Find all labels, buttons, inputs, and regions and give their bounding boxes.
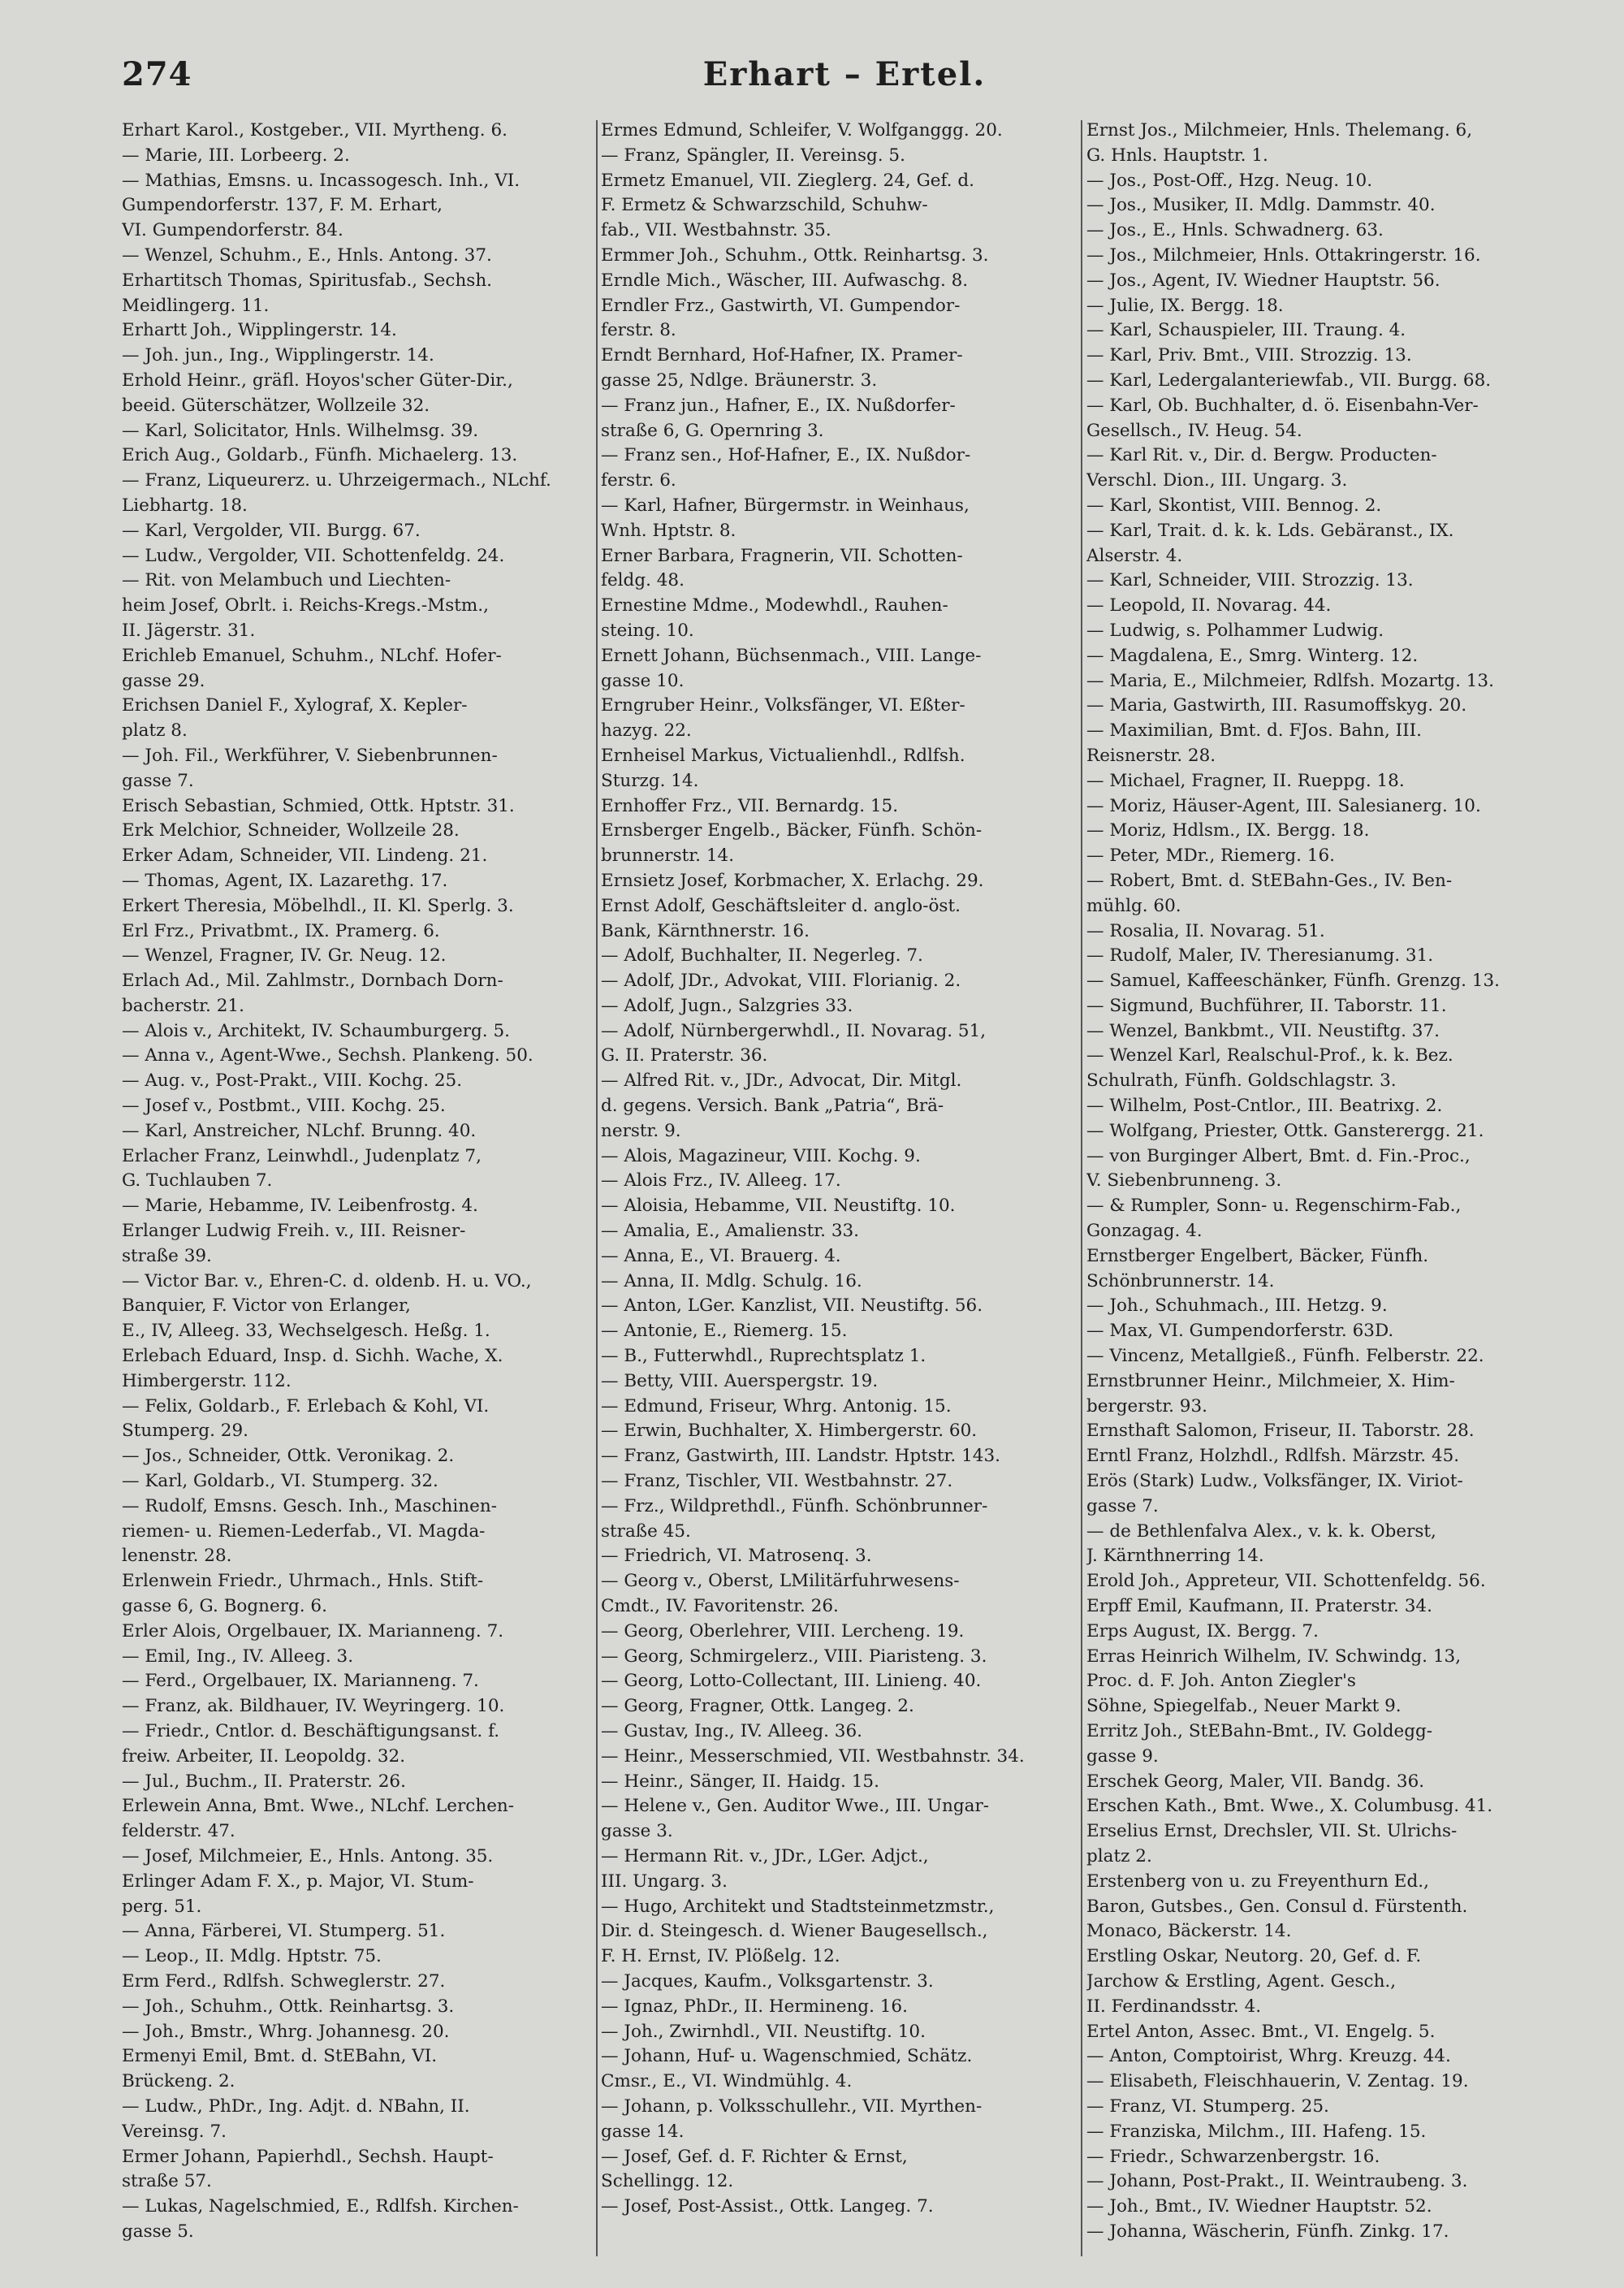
directory-entry-line: Meidlingerg. 11. <box>122 295 270 316</box>
directory-entry-line: gasse 7. <box>122 770 194 791</box>
directory-entry-line: Erritz Joh., StEBahn-Bmt., IV. Goldegg- <box>1086 1721 1433 1741</box>
directory-entry-line: — Friedr., Cntlor. d. Beschäftigungsanst. f. <box>122 1721 500 1741</box>
directory-entry-line: Erschek Georg, Maler, VII. Bandg. 36. <box>1086 1771 1425 1792</box>
page-header <box>122 55 1567 104</box>
directory-entry-line: — Mathias, Emsns. u. Incassogesch. Inh., VI. <box>122 170 520 191</box>
directory-entry-line: — Sigmund, Buchführer, II. Taborstr. 11. <box>1086 995 1447 1016</box>
directory-entry-line: Ermenyi Emil, Bmt. d. StEBahn, VI. <box>122 2046 438 2067</box>
directory-entry-line: Brückeng. 2. <box>122 2071 235 2092</box>
directory-entry-line: platz 2. <box>1086 1845 1152 1866</box>
directory-entry-line: Erl Frz., Privatbmt., IX. Pramerg. 6. <box>122 920 440 941</box>
directory-entry-line: Ernheisel Markus, Victualienhdl., Rdlfsh. <box>601 745 965 766</box>
directory-entry-line: — Karl, Schneider, VIII. Strozzig. 13. <box>1086 570 1414 591</box>
directory-entry-line: steing. 10. <box>601 620 694 641</box>
directory-entry-line: — Ferd., Orgelbauer, IX. Marianneng. 7. <box>122 1671 479 1692</box>
directory-entry-line: fab., VII. Westbahnstr. 35. <box>601 220 831 241</box>
directory-entry-line: Erkert Theresia, Möbelhdl., II. Kl. Sperlg. 3. <box>122 895 514 916</box>
directory-entry-line: Proc. d. F. Joh. Anton Ziegler's <box>1086 1671 1356 1692</box>
directory-entry-line: — Alois v., Architekt, IV. Schaumburgerg. 5. <box>122 1020 510 1041</box>
directory-entry-line: — Alois, Magazineur, VIII. Kochg. 9. <box>601 1145 921 1166</box>
directory-entry-line: — Georg v., Oberst, LMilitärfuhrwesens- <box>601 1571 960 1592</box>
directory-entry-line: — Karl, Anstreicher, NLchf. Brunng. 40. <box>122 1120 477 1141</box>
directory-entry-line: — Vincenz, Metallgieß., Fünfh. Felberstr. 22. <box>1086 1346 1484 1367</box>
directory-entry-line: Erndle Mich., Wäscher, III. Aufwaschg. 8. <box>601 270 969 291</box>
directory-entry-line: hazyg. 22. <box>601 720 692 742</box>
directory-entry-line: Cmdt., IV. Favoritenstr. 26. <box>601 1596 839 1617</box>
directory-entry-line: — Jos., Milchmeier, Hnls. Ottakringerstr. 16. <box>1086 244 1481 266</box>
directory-entry-line: F. H. Ernst, IV. Plößelg. 12. <box>601 1946 840 1967</box>
directory-entry-line: — Felix, Goldarb., F. Erlebach & Kohl, VI. <box>122 1395 490 1416</box>
directory-entry-line: E., IV, Alleeg. 33, Wechselgesch. Heßg. 1. <box>122 1321 490 1342</box>
directory-entry-line: gasse 6, G. Bognerg. 6. <box>122 1596 327 1617</box>
directory-entry-line: — Josef, Milchmeier, E., Hnls. Antong. 35. <box>122 1845 494 1866</box>
directory-entry-line: — Georg, Lotto-Collectant, III. Linieng. 40. <box>601 1671 982 1692</box>
directory-entry-line: — Wenzel, Fragner, IV. Gr. Neug. 12. <box>122 945 447 967</box>
directory-entry-line: — Franz, Liqueurerz. u. Uhrzeigermach., NLchf. <box>122 470 551 491</box>
directory-entry-line: Söhne, Spiegelfab., Neuer Markt 9. <box>1086 1696 1402 1717</box>
directory-entry-line: — Franz, ak. Bildhauer, IV. Weyringerg. 10. <box>122 1696 505 1717</box>
directory-entry-line: — Georg, Oberlehrer, VIII. Lercheng. 19. <box>601 1620 965 1641</box>
directory-entry-line: III. Ungarg. 3. <box>601 1871 728 1892</box>
directory-entry-line: — Wenzel, Schuhm., E., Hnls. Antong. 37. <box>122 244 492 266</box>
column-right <box>1086 119 1557 2263</box>
directory-entry-line: — Rit. von Melambuch und Liechten- <box>122 570 451 591</box>
directory-entry-line: Erntl Franz, Holzhdl., Rdlfsh. Märzstr. 45. <box>1086 1446 1460 1467</box>
directory-entry-line: bacherstr. 21. <box>122 995 244 1016</box>
directory-entry-line: straße 39. <box>122 1245 212 1266</box>
directory-entry-line: — Ludw., PhDr., Ing. Adjt. d. NBahn, II. <box>122 2096 470 2117</box>
directory-entry-line: — Marie, III. Lorbeerg. 2. <box>122 145 350 166</box>
directory-entry-line: Erselius Ernst, Drechsler, VII. St. Ulrichs- <box>1086 1821 1458 1842</box>
directory-entry-line: Erndt Bernhard, Hof-Hafner, IX. Pramer- <box>601 345 963 366</box>
directory-entry-line: — Josef, Gef. d. F. Richter & Ernst, <box>601 2146 908 2167</box>
directory-entry-line: — Karl, Solicitator, Hnls. Wilhelmsg. 39. <box>122 420 479 441</box>
directory-entry-line: lenenstr. 28. <box>122 1546 232 1567</box>
directory-entry-line: Erstling Oskar, Neutorg. 20, Gef. d. F. <box>1086 1946 1422 1967</box>
directory-entry-line: Ermer Johann, Papierhdl., Sechsh. Haupt- <box>122 2146 494 2167</box>
directory-entry-line: Erhartt Joh., Wipplingerstr. 14. <box>122 320 397 341</box>
directory-entry-line: — Wenzel Karl, Realschul-Prof., k. k. Bez. <box>1086 1045 1453 1066</box>
directory-entry-line: — Ludwig, s. Polhammer Ludwig. <box>1086 620 1384 641</box>
directory-entry-line: — Adolf, Nürnbergerwhdl., II. Novarag. 51, <box>601 1020 987 1041</box>
directory-entry-line: Erstenberg von u. zu Freyenthurn Ed., <box>1086 1871 1429 1892</box>
directory-entry-line: Gesellsch., IV. Heug. 54. <box>1086 420 1302 441</box>
directory-entry-line: d. gegens. Versich. Bank „Patria“, Brä- <box>601 1096 944 1117</box>
directory-entry-line: Ermetz Emanuel, VII. Zieglerg. 24, Gef. d. <box>601 170 974 191</box>
directory-entry-line: — Rudolf, Emsns. Gesch. Inh., Maschinen- <box>122 1495 497 1516</box>
column-divider <box>1081 120 1082 2256</box>
directory-entry-line: — Jos., Agent, IV. Wiedner Hauptstr. 56. <box>1086 270 1440 291</box>
directory-entry-line: Ernsberger Engelb., Bäcker, Fünfh. Schön- <box>601 820 983 841</box>
directory-entry-line: — Wilhelm, Post-Cntlor., III. Beatrixg. 2. <box>1086 1096 1443 1117</box>
directory-entry-line: — Maria, Gastwirth, III. Rasumoffskyg. 20. <box>1086 695 1467 716</box>
directory-entry-line: — Jos., Musiker, II. Mdlg. Dammstr. 40. <box>1086 195 1436 216</box>
directory-entry-line: — Franz, Gastwirth, III. Landstr. Hptstr. 143. <box>601 1446 1000 1467</box>
directory-entry-line: — Joh., Bmt., IV. Wiedner Hauptstr. 52. <box>1086 2196 1432 2217</box>
directory-entry-line: Ernstbrunner Heinr., Milchmeier, X. Him- <box>1086 1370 1455 1391</box>
directory-entry-line: Gumpendorferstr. 137, F. M. Erhart, <box>122 195 443 216</box>
directory-entry-line: mühlg. 60. <box>1086 895 1181 916</box>
directory-entry-line: Erner Barbara, Fragnerin, VII. Schotten- <box>601 545 963 566</box>
directory-entry-line: — Karl, Goldarb., VI. Stumperg. 32. <box>122 1471 438 1492</box>
directory-entry-line: — Georg, Fragner, Ottk. Langeg. 2. <box>601 1696 914 1717</box>
directory-entry-line: Erras Heinrich Wilhelm, IV. Schwindg. 13, <box>1086 1646 1462 1667</box>
directory-entry-line: Dir. d. Steingesch. d. Wiener Baugesellsch., <box>601 1921 988 1942</box>
directory-entry-line: Wnh. Hptstr. 8. <box>601 520 736 541</box>
directory-entry-line: Erngruber Heinr., Volksfänger, VI. Eßter- <box>601 695 965 716</box>
directory-entry-line: — Joh. Fil., Werkführer, V. Siebenbrunnen- <box>122 745 498 766</box>
directory-entry-line: — Anna, II. Mdlg. Schulg. 16. <box>601 1270 862 1291</box>
directory-entry-line: — B., Futterwhdl., Ruprechtsplatz 1. <box>601 1346 926 1367</box>
directory-entry-line: Erlenwein Friedr., Uhrmach., Hnls. Stift- <box>122 1571 484 1592</box>
directory-entry-line: — Thomas, Agent, IX. Lazarethg. 17. <box>122 870 448 891</box>
directory-entry-line: — Lukas, Nagelschmied, E., Rdlfsh. Kirchen- <box>122 2196 519 2217</box>
directory-entry-line: — Anna, Färberei, VI. Stumperg. 51. <box>122 1921 446 1942</box>
directory-entry-line: — Friedrich, VI. Matrosenq. 3. <box>601 1546 872 1567</box>
directory-entry-line: Alserstr. 4. <box>1086 545 1183 566</box>
directory-entry-line: — Jos., E., Hnls. Schwadnerg. 63. <box>1086 220 1384 241</box>
directory-entry-line: — Wenzel, Bankbmt., VII. Neustiftg. 37. <box>1086 1020 1440 1041</box>
directory-entry-line: Ernstberger Engelbert, Bäcker, Fünfh. <box>1086 1245 1429 1266</box>
directory-entry-line: Schellingg. 12. <box>601 2171 734 2192</box>
directory-entry-line: — Jul., Buchm., II. Praterstr. 26. <box>122 1771 406 1792</box>
directory-entry-line: — Leop., II. Mdlg. Hptstr. 75. <box>122 1946 382 1967</box>
directory-entry-line: — Leopold, II. Novarag. 44. <box>1086 595 1332 616</box>
directory-entry-line: Ernhoffer Frz., VII. Bernardg. 15. <box>601 795 899 816</box>
directory-entry-line: Himbergerstr. 112. <box>122 1370 292 1391</box>
directory-entry-line: — Aloisia, Hebamme, VII. Neustiftg. 10. <box>601 1196 956 1217</box>
directory-entry-line: — Franz jun., Hafner, E., IX. Nußdorfer- <box>601 395 956 416</box>
directory-entry-line: riemen- u. Riemen-Lederfab., VI. Magda- <box>122 1520 486 1542</box>
directory-entry-line: Erlewein Anna, Bmt. Wwe., NLchf. Lerchen- <box>122 1796 515 1817</box>
directory-entry-line: heim Josef, Obrlt. i. Reichs-Kregs.-Mstm., <box>122 595 489 616</box>
directory-entry-line: — Victor Bar. v., Ehren-C. d. oldenb. H. u. VO., <box>122 1270 532 1291</box>
directory-entry-line: — Anna, E., VI. Brauerg. 4. <box>601 1245 841 1266</box>
directory-entry-line: — Frz., Wildprethdl., Fünfh. Schönbrunner- <box>601 1495 988 1516</box>
directory-entry-line: — Maximilian, Bmt. d. FJos. Bahn, III. <box>1086 720 1422 742</box>
directory-entry-line: straße 6, G. Opernring 3. <box>601 420 824 441</box>
directory-entry-line: — Karl Rit. v., Dir. d. Bergw. Producten- <box>1086 445 1437 466</box>
directory-entry-line: — Peter, MDr., Riemerg. 16. <box>1086 846 1335 867</box>
directory-entry-line: — Hermann Rit. v., JDr., LGer. Adjct., <box>601 1845 929 1866</box>
directory-entry-line: — Jacques, Kaufm., Volksgartenstr. 3. <box>601 1970 934 1992</box>
directory-entry-line: Ertel Anton, Assec. Bmt., VI. Engelg. 5. <box>1086 2021 1436 2042</box>
directory-entry-line: Erlanger Ludwig Freih. v., III. Reisner- <box>122 1221 466 1242</box>
directory-entry-line: nerstr. 9. <box>601 1120 681 1141</box>
directory-entry-line: Erlinger Adam F. X., p. Major, VI. Stum- <box>122 1871 474 1892</box>
directory-entry-line: Erlacher Franz, Leinwhdl., Judenplatz 7, <box>122 1145 482 1166</box>
directory-entry-line: gasse 5. <box>122 2221 194 2242</box>
directory-entry-line: — Karl, Ledergalanteriewfab., VII. Burgg. 68. <box>1086 370 1492 391</box>
directory-entry-line: — Georg, Schmirgelerz., VIII. Piaristeng. 3. <box>601 1646 987 1667</box>
directory-entry-line: — von Burginger Albert, Bmt. d. Fin.-Proc., <box>1086 1145 1471 1166</box>
directory-entry-line: — Karl, Skontist, VIII. Bennog. 2. <box>1086 495 1382 516</box>
directory-entry-line: — Rudolf, Maler, IV. Theresianumg. 31. <box>1086 945 1434 967</box>
directory-entry-line: — Anna v., Agent-Wwe., Sechsh. Plankeng. 50. <box>122 1045 533 1066</box>
directory-entry-line: Banquier, F. Victor von Erlanger, <box>122 1295 411 1317</box>
column-divider <box>596 120 598 2256</box>
directory-entry-line: Erisch Sebastian, Schmied, Ottk. Hptstr. 31. <box>122 795 515 816</box>
directory-entry-line: brunnerstr. 14. <box>601 846 735 867</box>
directory-entry-line: J. Kärnthnerring 14. <box>1086 1546 1264 1567</box>
directory-entry-line: — Karl, Vergolder, VII. Burgg. 67. <box>122 520 421 541</box>
directory-entry-line: — Adolf, JDr., Advokat, VIII. Florianig. 2. <box>601 971 961 992</box>
directory-entry-line: — Julie, IX. Bergg. 18. <box>1086 295 1284 316</box>
directory-entry-line: II. Ferdinandsstr. 4. <box>1086 1996 1262 2017</box>
directory-entry-line: VI. Gumpendorferstr. 84. <box>122 220 343 241</box>
directory-entry-line: gasse 7. <box>1086 1495 1159 1516</box>
directory-entry-line: — Heinr., Sänger, II. Haidg. 15. <box>601 1771 879 1792</box>
directory-entry-line: — Josef v., Postbmt., VIII. Kochg. 25. <box>122 1096 446 1117</box>
directory-entry-line: Cmsr., E., VI. Windmühlg. 4. <box>601 2071 853 2092</box>
directory-entry-line: Verschl. Dion., III. Ungarg. 3. <box>1086 470 1348 491</box>
directory-entry-line: — Ignaz, PhDr., II. Hermineng. 16. <box>601 1996 908 2017</box>
directory-entry-line: Erk Melchior, Schneider, Wollzeile 28. <box>122 820 460 841</box>
directory-entry-line: — Wolfgang, Priester, Ottk. Gansterergg. 21. <box>1086 1120 1484 1141</box>
directory-entry-line: gasse 29. <box>122 670 205 691</box>
directory-entry-line: — Magdalena, E., Smrg. Winterg. 12. <box>1086 645 1419 666</box>
directory-entry-line: — Joh., Zwirnhdl., VII. Neustiftg. 10. <box>601 2021 926 2042</box>
directory-entry-line: — Moriz, Hdlsm., IX. Bergg. 18. <box>1086 820 1370 841</box>
directory-entry-line: — Franz, Spängler, II. Vereinsg. 5. <box>601 145 905 166</box>
directory-entry-line: — Edmund, Friseur, Whrg. Antonig. 15. <box>601 1395 952 1416</box>
directory-entry-line: Erlebach Eduard, Insp. d. Sichh. Wache, X. <box>122 1346 503 1367</box>
directory-entry-line: ferstr. 8. <box>601 320 676 341</box>
directory-entry-line: Sturzg. 14. <box>601 770 699 791</box>
directory-entry-line: G. II. Praterstr. 36. <box>601 1045 768 1066</box>
directory-entry-line: Bank, Kärnthnerstr. 16. <box>601 920 810 941</box>
column-middle <box>601 119 1072 2263</box>
directory-entry-line: Erpff Emil, Kaufmann, II. Praterstr. 34. <box>1086 1596 1432 1617</box>
directory-entry-line: — Gustav, Ing., IV. Alleeg. 36. <box>601 1721 862 1741</box>
directory-entry-line: Reisnerstr. 28. <box>1086 745 1216 766</box>
directory-entry-line: — Antonie, E., Riemerg. 15. <box>601 1321 848 1342</box>
directory-entry-line: — Joh., Schuhm., Ottk. Reinhartsg. 3. <box>122 1996 455 2017</box>
directory-entry-line: Stumperg. 29. <box>122 1421 248 1442</box>
directory-entry-line: V. Siebenbrunneng. 3. <box>1086 1170 1282 1192</box>
directory-entry-line: Erker Adam, Schneider, VII. Lindeng. 21. <box>122 846 488 867</box>
directory-entry-line: — Joh., Schuhmach., III. Hetzg. 9. <box>1086 1295 1388 1317</box>
directory-entry-line: — Heinr., Messerschmied, VII. Westbahnstr. 34. <box>601 1745 1025 1767</box>
directory-entry-line: Erhart Karol., Kostgeber., VII. Myrtheng. 6. <box>122 120 508 141</box>
directory-entry-line: Jarchow & Erstling, Agent. Gesch., <box>1086 1970 1397 1992</box>
directory-entry-line: II. Jägerstr. 31. <box>122 620 256 641</box>
directory-entry-line: — Karl, Hafner, Bürgermstr. in Weinhaus, <box>601 495 970 516</box>
directory-entry-line: — Franz, VI. Stumperg. 25. <box>1086 2096 1329 2117</box>
directory-entry-line: Erm Ferd., Rdlfsh. Schweglerstr. 27. <box>122 1970 446 1992</box>
directory-entry-line: Baron, Gutsbes., Gen. Consul d. Fürstenth. <box>1086 1896 1468 1917</box>
directory-entry-line: gasse 10. <box>601 670 685 691</box>
directory-entry-line: — de Bethlenfalva Alex., v. k. k. Oberst, <box>1086 1520 1436 1542</box>
directory-entry-line: — Adolf, Jugn., Salzgries 33. <box>601 995 853 1016</box>
directory-entry-line: freiw. Arbeiter, II. Leopoldg. 32. <box>122 1745 406 1767</box>
directory-entry-line: — Franz sen., Hof-Hafner, E., IX. Nußdor- <box>601 445 971 466</box>
directory-entry-line: Ernett Johann, Büchsenmach., VIII. Lange- <box>601 645 982 666</box>
directory-entry-line: Erös (Stark) Ludw., Volksfänger, IX. Viriot- <box>1086 1471 1463 1492</box>
directory-entry-line: — Johann, Post-Prakt., II. Weintraubeng. 3. <box>1086 2171 1468 2192</box>
directory-entry-line: Erschen Kath., Bmt. Wwe., X. Columbusg. 41. <box>1086 1796 1493 1817</box>
directory-entry-line: — Samuel, Kaffeeschänker, Fünfh. Grenzg. 13. <box>1086 971 1500 992</box>
directory-entry-line: Erler Alois, Orgelbauer, IX. Marianneng. 7. <box>122 1620 504 1641</box>
directory-entry-line: gasse 3. <box>601 1821 673 1842</box>
directory-entry-line: — Alfred Rit. v., JDr., Advocat, Dir. Mitgl. <box>601 1070 962 1092</box>
directory-entry-line: G. Tuchlauben 7. <box>122 1170 273 1192</box>
directory-entry-line: — Betty, VIII. Auerspergstr. 19. <box>601 1370 879 1391</box>
directory-entry-line: Vereinsg. 7. <box>122 2121 227 2142</box>
directory-entry-line: — Maria, E., Milchmeier, Rdlfsh. Mozartg. 13. <box>1086 670 1494 691</box>
directory-entry-line: — Helene v., Gen. Auditor Wwe., III. Ungar- <box>601 1796 989 1817</box>
directory-entry-line: — Adolf, Buchhalter, II. Negerleg. 7. <box>601 945 923 967</box>
directory-entry-line: beeid. Güterschätzer, Wollzeile 32. <box>122 395 430 416</box>
directory-entry-line: perg. 51. <box>122 1896 202 1917</box>
directory-entry-line: — Michael, Fragner, II. Rueppg. 18. <box>1086 770 1405 791</box>
directory-entry-line: — Franziska, Milchm., III. Hafeng. 15. <box>1086 2121 1427 2142</box>
directory-entry-line: — Anton, LGer. Kanzlist, VII. Neustiftg. 56. <box>601 1295 983 1317</box>
directory-entry-line: — Karl, Ob. Buchhalter, d. ö. Eisenbahn-Ver- <box>1086 395 1479 416</box>
directory-entry-line: Ermmer Joh., Schuhm., Ottk. Reinhartsg. 3. <box>601 244 989 266</box>
directory-entry-line: — Marie, Hebamme, IV. Leibenfrostg. 4. <box>122 1196 478 1217</box>
directory-entry-line: — Rosalia, II. Novarag. 51. <box>1086 920 1325 941</box>
directory-entry-line: — Ludw., Vergolder, VII. Schottenfeldg. 24. <box>122 545 505 566</box>
directory-entry-line: — Robert, Bmt. d. StEBahn-Ges., IV. Ben- <box>1086 870 1453 891</box>
column-left <box>122 119 593 2263</box>
directory-entry-line: Erndler Frz., Gastwirth, VI. Gumpendor- <box>601 295 961 316</box>
directory-entry-line: — Joh., Bmstr., Whrg. Johannesg. 20. <box>122 2021 450 2042</box>
directory-entry-line: Ernestine Mdme., Modewhdl., Rauhen- <box>601 595 948 616</box>
directory-entry-line: Erichleb Emanuel, Schuhm., NLchf. Hofer- <box>122 645 502 666</box>
directory-entry-line: Ernst Adolf, Geschäftsleiter d. anglo-öst. <box>601 895 961 916</box>
directory-entry-line: — Friedr., Schwarzenbergstr. 16. <box>1086 2146 1380 2167</box>
directory-entry-line: Ernsthaft Salomon, Friseur, II. Taborstr. 28. <box>1086 1421 1475 1442</box>
directory-entry-line: gasse 9. <box>1086 1745 1159 1767</box>
page-number: 274 <box>122 55 192 93</box>
directory-entry-line: — Karl, Schauspieler, III. Traung. 4. <box>1086 320 1406 341</box>
directory-entry-line: Erold Joh., Appreteur, VII. Schottenfeldg. 56. <box>1086 1571 1486 1592</box>
directory-entry-line: feldg. 48. <box>601 570 685 591</box>
directory-entry-line: — Hugo, Architekt und Stadtsteinmetzmstr., <box>601 1896 995 1917</box>
directory-entry-line: Ernst Jos., Milchmeier, Hnls. Thelemang. 6, <box>1086 120 1473 141</box>
directory-entry-line: — Johanna, Wäscherin, Fünfh. Zinkg. 17. <box>1086 2221 1449 2242</box>
directory-entry-line: gasse 14. <box>601 2121 685 2142</box>
directory-entry-line: — Elisabeth, Fleischhauerin, V. Zentag. 19. <box>1086 2071 1469 2092</box>
directory-entry-line: Erlach Ad., Mil. Zahlmstr., Dornbach Dorn- <box>122 971 503 992</box>
directory-entry-line: — Alois Frz., IV. Alleeg. 17. <box>601 1170 841 1192</box>
directory-entry-line: Erhold Heinr., gräfl. Hoyos'scher Güter-Dir., <box>122 370 513 391</box>
directory-entry-line: gasse 25, Ndlge. Bräunerstr. 3. <box>601 370 878 391</box>
directory-entry-line: — Amalia, E., Amalienstr. 33. <box>601 1221 860 1242</box>
directory-entry-line: platz 8. <box>122 720 188 742</box>
directory-entry-line: — & Rumpler, Sonn- u. Regenschirm-Fab., <box>1086 1196 1462 1217</box>
directory-entry-line: — Moriz, Häuser-Agent, III. Salesianerg. 10. <box>1086 795 1481 816</box>
directory-entry-line: Ernsietz Josef, Korbmacher, X. Erlachg. 29. <box>601 870 984 891</box>
directory-entry-line: Liebhartg. 18. <box>122 495 248 516</box>
directory-entry-line: Monaco, Bäckerstr. 14. <box>1086 1921 1292 1942</box>
directory-columns <box>122 119 1567 2263</box>
directory-entry-line: Schönbrunnerstr. 14. <box>1086 1270 1275 1291</box>
directory-entry-line: — Emil, Ing., IV. Alleeg. 3. <box>122 1646 354 1667</box>
directory-entry-line: G. Hnls. Hauptstr. 1. <box>1086 145 1268 166</box>
directory-entry-line: felderstr. 47. <box>122 1821 235 1842</box>
directory-entry-line: — Karl, Trait. d. k. k. Lds. Gebäranst., IX. <box>1086 520 1454 541</box>
directory-entry-line: Erichsen Daniel F., Xylograf, X. Kepler- <box>122 695 468 716</box>
directory-entry-line: Ermes Edmund, Schleifer, V. Wolfganggg. 20. <box>601 120 1003 141</box>
directory-entry-line: — Karl, Priv. Bmt., VIII. Strozzig. 13. <box>1086 345 1412 366</box>
directory-entry-line: — Joh. jun., Ing., Wipplingerstr. 14. <box>122 345 434 366</box>
directory-entry-line: — Franz, Tischler, VII. Westbahnstr. 27. <box>601 1471 953 1492</box>
directory-entry-line: — Erwin, Buchhalter, X. Himbergerstr. 60. <box>601 1421 978 1442</box>
directory-entry-line: F. Ermetz & Schwarzschild, Schuhw- <box>601 195 928 216</box>
directory-entry-line: Erhartitsch Thomas, Spiritusfab., Sechsh. <box>122 270 493 291</box>
directory-entry-line: bergerstr. 93. <box>1086 1395 1207 1416</box>
directory-entry-line: — Johann, p. Volksschullehr., VII. Myrthen- <box>601 2096 983 2117</box>
directory-entry-line: straße 57. <box>122 2171 212 2192</box>
directory-entry-line: straße 45. <box>601 1520 691 1542</box>
directory-entry-line: — Anton, Comptoirist, Whrg. Kreuzg. 44. <box>1086 2046 1451 2067</box>
directory-entry-line: — Max, VI. Gumpendorferstr. 63D. <box>1086 1321 1394 1342</box>
directory-entry-line: ferstr. 6. <box>601 470 676 491</box>
directory-entry-line: — Aug. v., Post-Prakt., VIII. Kochg. 25. <box>122 1070 463 1092</box>
directory-entry-line: — Jos., Schneider, Ottk. Veronikag. 2. <box>122 1446 455 1467</box>
directory-entry-line: — Jos., Post-Off., Hzg. Neug. 10. <box>1086 170 1373 191</box>
directory-entry-line: Erps August, IX. Bergg. 7. <box>1086 1620 1319 1641</box>
directory-entry-line: — Josef, Post-Assist., Ottk. Langeg. 7. <box>601 2196 934 2217</box>
running-head: Erhart – Ertel. <box>702 55 987 93</box>
directory-entry-line: Erich Aug., Goldarb., Fünfh. Michaelerg. 13. <box>122 445 518 466</box>
directory-entry-line: — Johann, Huf- u. Wagenschmied, Schätz. <box>601 2046 973 2067</box>
directory-entry-line: Gonzagag. 4. <box>1086 1221 1203 1242</box>
directory-entry-line: Schulrath, Fünfh. Goldschlagstr. 3. <box>1086 1070 1397 1092</box>
